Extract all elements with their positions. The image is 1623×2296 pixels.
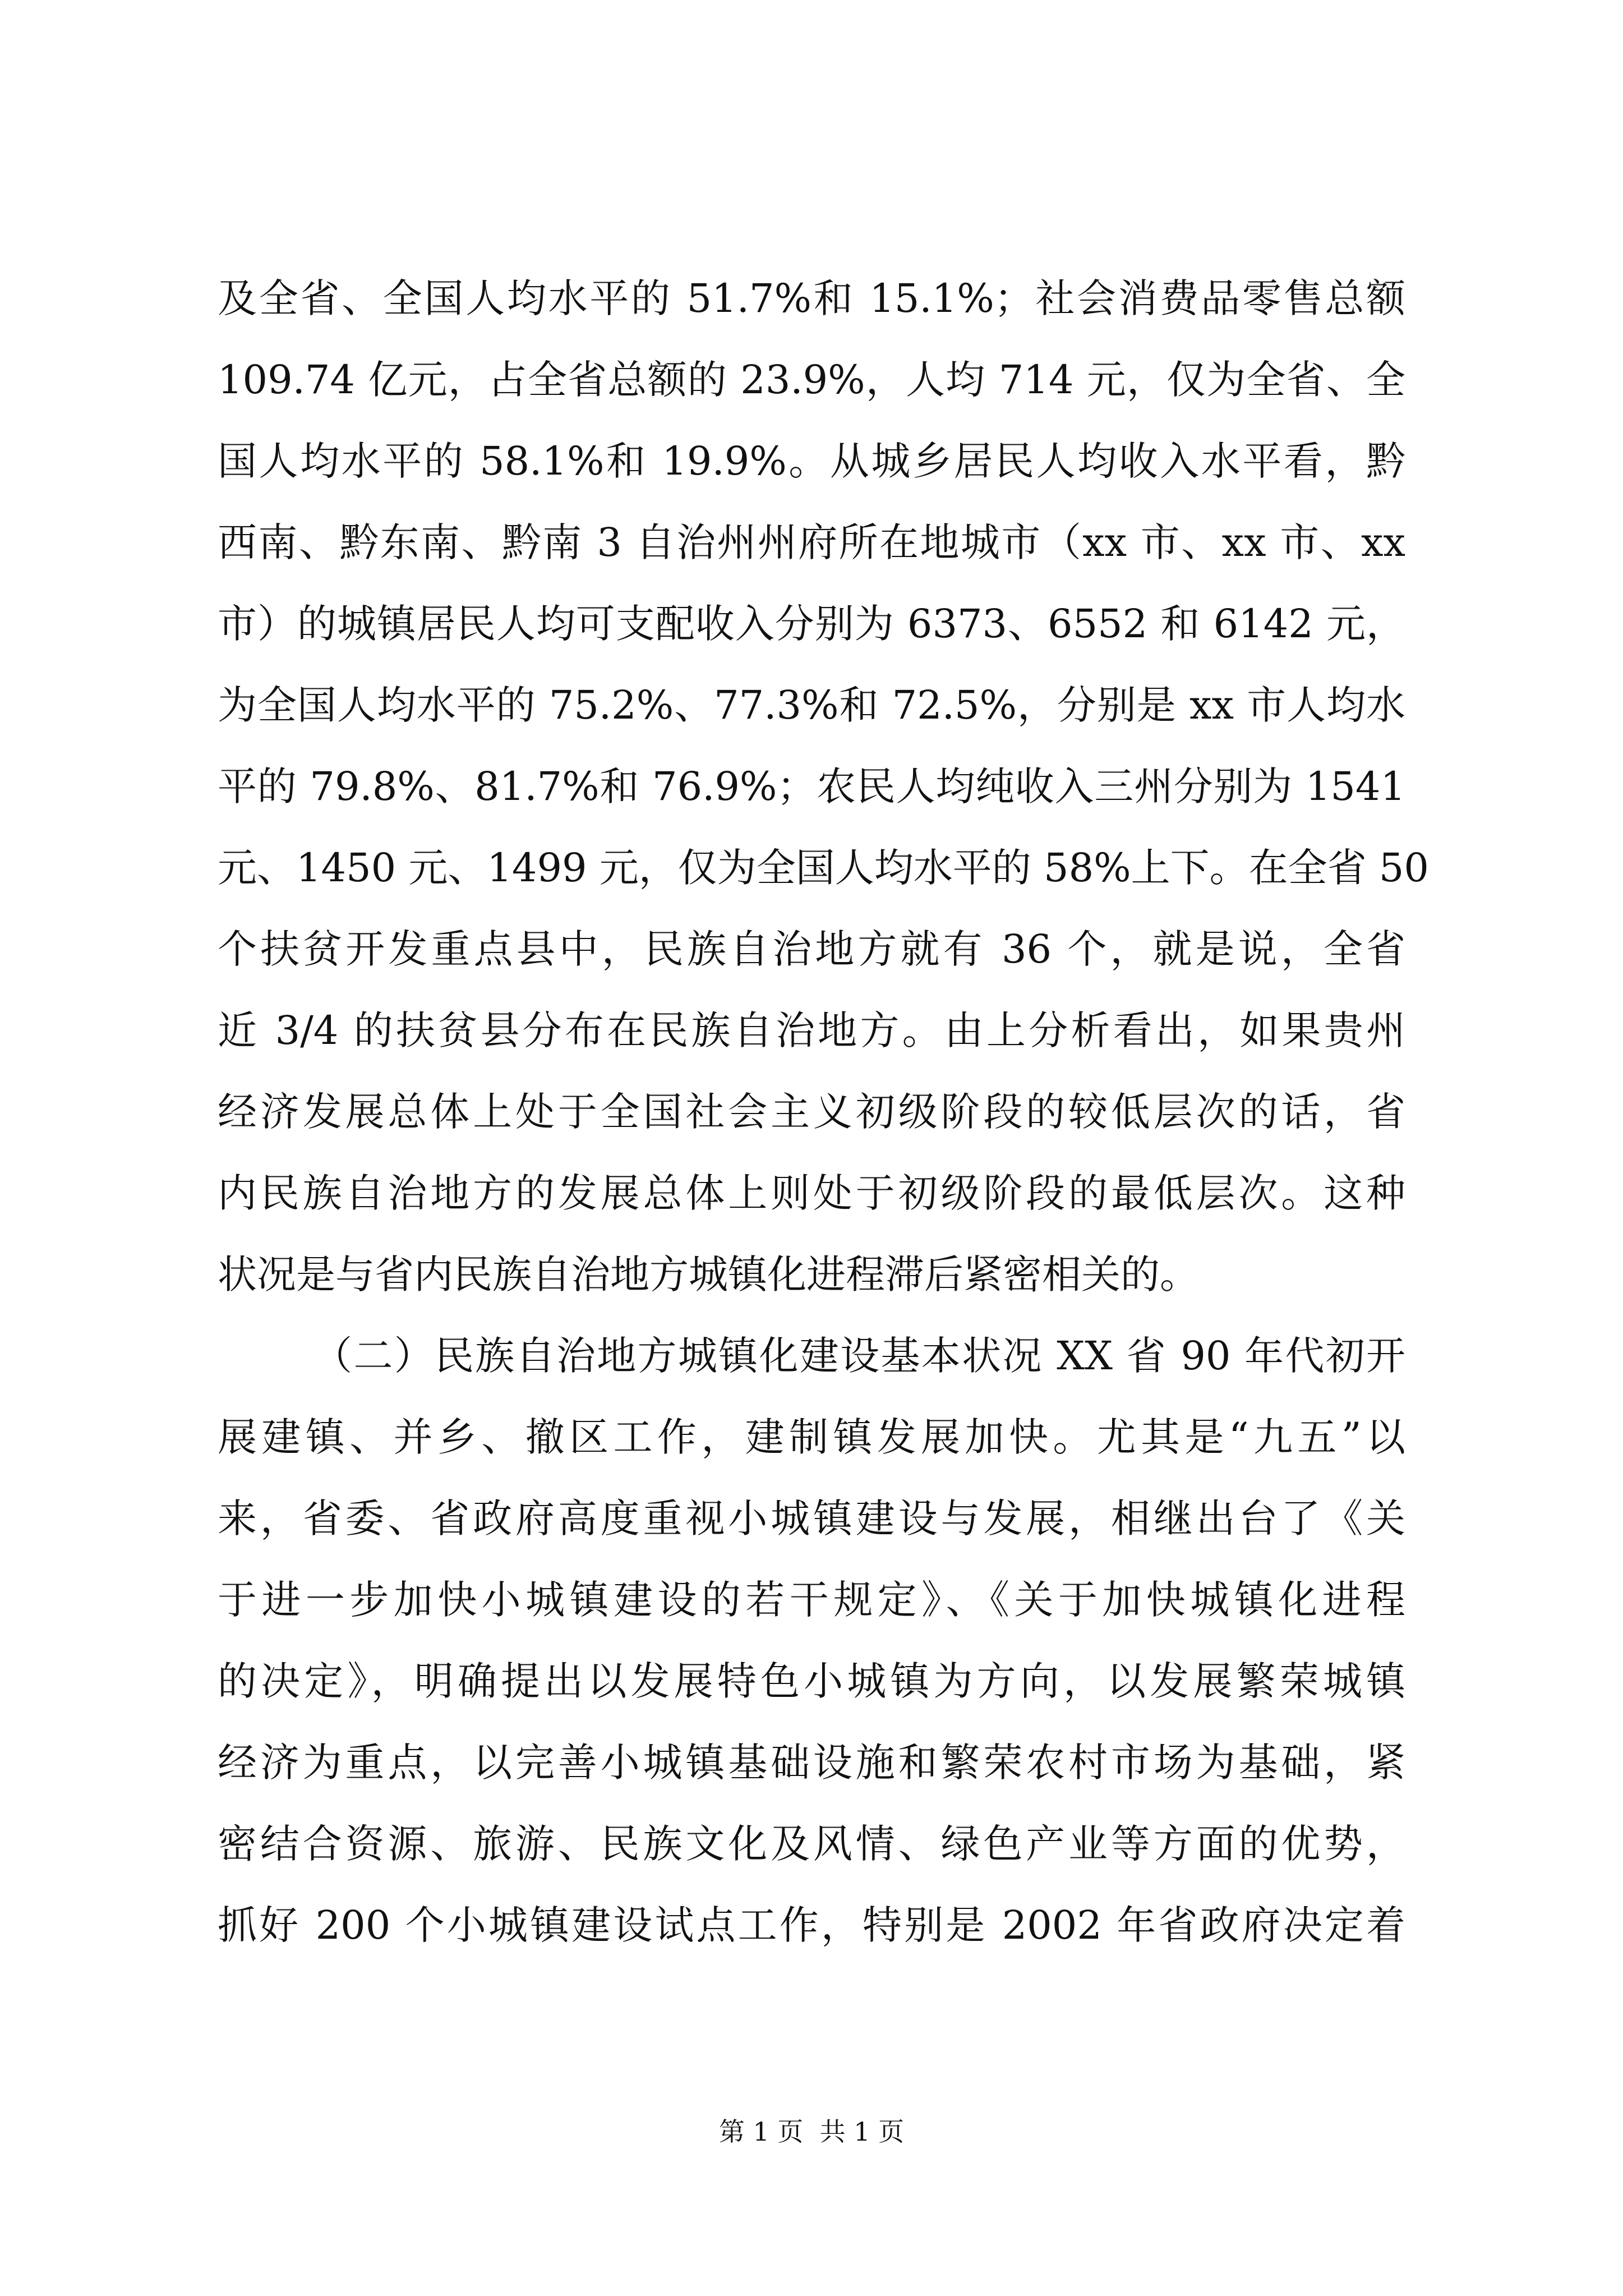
text-line-19: 经济为重点，以完善小城镇基础设施和繁荣农村市场为基础，紧 <box>218 1740 1405 1786</box>
text-line-1: 及全省、全国人均水平的 51.7%和 15.1%；社会消费品零售总额 <box>218 275 1405 321</box>
text-line-5: 市）的城镇居民人均可支配收入分别为 6373、6552 和 6142 元， <box>218 601 1405 647</box>
text-line-2: 109.74 亿元，占全省总额的 23.9%，人均 714 元，仅为全省、全 <box>218 357 1405 403</box>
text-line-9: 个扶贫开发重点县中，民族自治地方就有 36 个，就是说，全省 <box>218 926 1405 972</box>
text-line-4: 西南、黔东南、黔南 3 自治州州府所在地城市（xx 市、xx 市、xx <box>218 519 1405 565</box>
page-footer: 第 1 页 共 1 页 <box>718 2116 905 2147</box>
text-line-6: 为全国人均水平的 75.2%、77.3%和 72.5%，分别是 xx 市人均水 <box>218 682 1405 728</box>
text-line-14: （二）民族自治地方城镇化建设基本状况 XX 省 90 年代初开 <box>313 1333 1405 1379</box>
text-line-20: 密结合资源、旅游、民族文化及风情、绿色产业等方面的优势， <box>218 1821 1405 1867</box>
text-line-12: 内民族自治地方的发展总体上则处于初级阶段的最低层次。这种 <box>218 1170 1405 1216</box>
text-line-7: 平的 79.8%、81.7%和 76.9%；农民人均纯收入三州分别为 1541 <box>218 763 1405 809</box>
text-line-15: 展建镇、并乡、撤区工作，建制镇发展加快。尤其是“九五”以 <box>218 1414 1405 1460</box>
body-text <box>218 258 1429 1966</box>
text-line-8: 元、1450 元、1499 元，仅为全国人均水平的 58%上下。在全省 50 <box>218 845 1429 891</box>
text-line-18: 的决定》，明确提出以发展特色小城镇为方向，以发展繁荣城镇 <box>218 1658 1405 1704</box>
text-line-11: 经济发展总体上处于全国社会主义初级阶段的较低层次的话，省 <box>218 1089 1405 1135</box>
text-line-13: 状况是与省内民族自治地方城镇化进程滞后紧密相关的。 <box>218 1251 1199 1297</box>
text-line-17: 于进一步加快小城镇建设的若干规定》、《关于加快城镇化进程 <box>218 1577 1405 1623</box>
text-line-10: 近 3/4 的扶贫县分布在民族自治地方。由上分析看出，如果贵州 <box>218 1007 1405 1053</box>
text-line-21: 抓好 200 个小城镇建设试点工作，特别是 2002 年省政府决定着 <box>218 1902 1405 1948</box>
text-line-3: 国人均水平的 58.1%和 19.9%。从城乡居民人均收入水平看，黔 <box>218 438 1405 484</box>
text-line-16: 来，省委、省政府高度重视小城镇建设与发展，相继出台了《关 <box>218 1496 1405 1542</box>
